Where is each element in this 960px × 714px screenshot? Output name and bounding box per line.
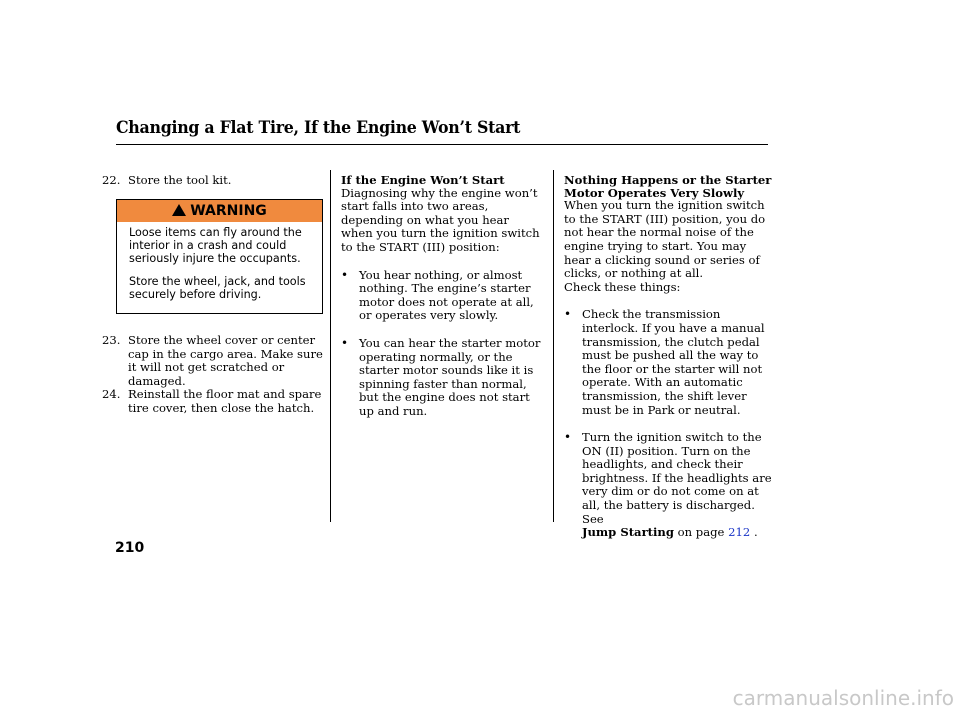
bullet-icon: • [341, 267, 349, 282]
watermark: carmanualsonline.info [732, 686, 954, 710]
list-item-text: You hear nothing, or almost nothing. The engine’s starter motor does not operate at all, or operates very slowly. [359, 267, 534, 323]
warning-text-2: Store the wheel, jack, and tools securely before driving. [129, 274, 306, 301]
step-number: 24. [102, 387, 121, 401]
period: . [753, 525, 758, 540]
warning-text-1: Loose items can fly around the interior in a crash and could seriously injure the occupants. [129, 226, 302, 266]
step-23 [102, 334, 324, 388]
warning-box [116, 199, 323, 314]
bullet-icon: • [341, 335, 349, 350]
warning-label: WARNING [190, 203, 267, 219]
page-number: 210 [115, 540, 145, 556]
section-intro: When you turn the ignition switch to the START (III) position, you do not hear the normal noise of the engine trying to start. You may hear a clicking sound or series of clicks, or nothing at all. [564, 198, 766, 281]
list-item-text: Check the transmission interlock. If you have a manual transmission, the clutch pedal must be pushed all the way to the floor or the starter will not operate. With an automatic transmission, the shift lever must be in Park or neutral. [582, 307, 765, 417]
middle-column [341, 174, 543, 419]
column-divider-1 [330, 170, 331, 522]
warning-icon [172, 204, 186, 216]
jump-starting-ref: Jump Starting [582, 525, 674, 540]
list-item [341, 267, 543, 323]
right-column [564, 174, 772, 540]
section-heading: If the Engine Won’t Start [341, 173, 505, 187]
list-item-text: Turn the ignition switch to the ON (II) position. Turn on the headlights, and check their brightness. If the headlights are very dim or do not come on at all, the battery is discharged. See [582, 430, 772, 526]
section-heading-line-1: Nothing Happens or the Starter [564, 173, 772, 187]
on-page-text: on page [677, 525, 725, 540]
step-number: 22. [102, 173, 121, 187]
step-22 [102, 174, 322, 188]
page-link[interactable]: 212 [728, 525, 751, 540]
section-heading-line-2: Motor Operates Very Slowly [564, 185, 745, 200]
page-title: Changing a Flat Tire, If the Engine Won’t Start [116, 118, 521, 138]
column-divider-2 [553, 170, 554, 522]
bullet-icon: • [564, 307, 572, 322]
step-24 [102, 388, 324, 415]
step-text: Store the wheel cover or center cap in the cargo area. Make sure it will not get scratched or damaged. [128, 333, 323, 388]
step-text: Store the tool kit. [128, 173, 232, 187]
step-text: Reinstall the floor mat and spare tire cover, then close the hatch. [128, 387, 322, 415]
warning-body [117, 222, 322, 301]
check-label: Check these things: [564, 279, 681, 294]
bullet-icon: • [564, 430, 572, 445]
step-number: 23. [102, 333, 121, 347]
section-intro: Diagnosing why the engine won’t start falls into two areas, depending on what you hear when you turn the ignition switch to the START (III) position: [341, 185, 540, 254]
header-rule [116, 144, 768, 145]
list-item [564, 307, 772, 417]
list-item [564, 430, 772, 540]
warning-header [117, 200, 322, 222]
list-item [341, 335, 543, 419]
list-item-text: You can hear the starter motor operating normally, or the starter motor sounds like it is spinning faster than normal, but the engine does not start up and run. [359, 335, 541, 418]
